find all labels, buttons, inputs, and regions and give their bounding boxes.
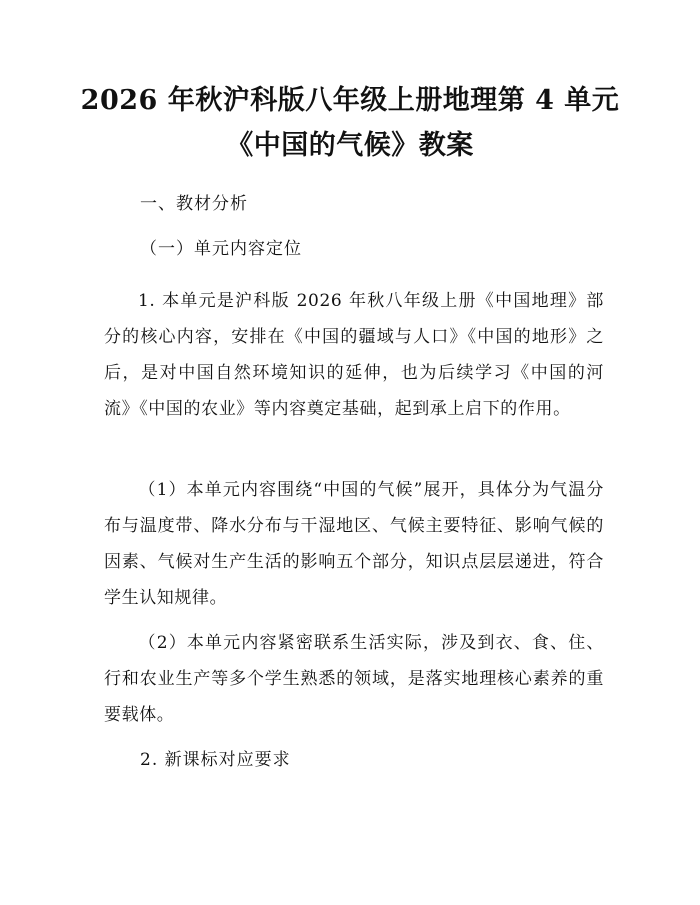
paragraph-unit-position <box>104 283 604 427</box>
paragraph-life-connection <box>104 625 604 733</box>
subsection-heading-positioning: （一）单元内容定位 <box>140 239 302 259</box>
item-heading-curriculum: 2. 新课标对应要求 <box>140 750 291 770</box>
document-title-line1: 2026 年秋沪科版八年级上册地理第 4 单元 <box>80 85 620 116</box>
paragraph-content-structure <box>104 472 604 616</box>
document-title-line2: 《中国的气候》教案 <box>226 130 474 161</box>
paragraph-content-structure-text: （1）本单元内容围绕“中国的气候”展开，具体分为气温分布与温度带、降水分布与干湿地区、气候主要特征、影响气候的因素、气候对生产生活的影响五个部分，知识点层层递进，符合学生认知规律。 <box>104 480 604 608</box>
section-heading-analysis: 一、教材分析 <box>140 194 248 214</box>
paragraph-life-connection-text: （2）本单元内容紧密联系生活实际，涉及到衣、食、住、行和农业生产等多个学生熟悉的领域，是落实地理核心素养的重要载体。 <box>104 633 604 725</box>
paragraph-unit-position-text: 1. 本单元是沪科版 2026 年秋八年级上册《中国地理》部分的核心内容，安排在《中国的疆域与人口》《中国的地形》之后，是对中国自然环境知识的延伸，也为后续学习《中国的河流》《中国的农业》等内容奠定基础，起到承上启下的作用。 <box>104 291 604 419</box>
